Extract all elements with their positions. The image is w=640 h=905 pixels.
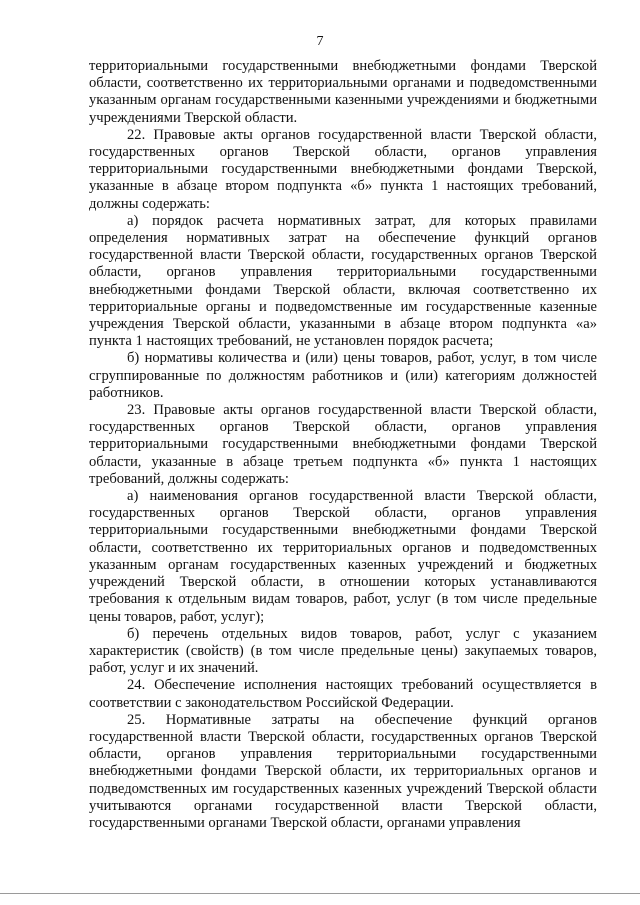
paragraph-continuation: территориальными государственными внебюджетными фондами Тверской области, соответственно их территориальными органами и подведомственными указанным органам государственными казенными учреждениями и бюджетными учреждениями Тверской области. (89, 58, 597, 126)
document-body (89, 58, 597, 832)
paragraph-23-b: б) перечень отдельных видов товаров, работ, услуг с указанием характеристик (свойств) (в том числе предельные цены) закупаемых товаров, работ, услуг и их значений. (89, 625, 597, 677)
paragraph-22-b: б) нормативы количества и (или) цены товаров, работ, услуг, в том числе сгруппированные по должностям работников и (или) категориям должностей работников. (89, 350, 597, 401)
paragraph-25: 25. Нормативные затраты на обеспечение функций органов государственной власти Тверской области, государственных органов Тверской области, органов управления территориальными государственными внебюджетными фондами Тверской области, их территориальных органов и подведомственных им государственных казенных учреждений Тверской области учитываются органами государственной власти Тверской области, государственными органами Тверской области, органами управления (89, 711, 597, 831)
paragraph-23: 23. Правовые акты органов государственной власти Тверской области, государственных органов Тверской области, органов управления территориальными государственными внебюджетными фондами Тверской области, указанные в абзаце третьем подпункта «б» пункта 1 настоящих требований, должны содержать: (89, 402, 597, 487)
paragraph-23-a: а) наименования органов государственной власти Тверской области, государственных органов Тверской области, органов управления территориальными государственными внебюджетными фондами Тверской области, соответственно их территориальных органов и подведомственных указанным органам государственных казенных учреждений и бюджетных учреждений Тверской области, в отношении которых устанавливаются требования к отдельным видам товаров, работ, услуг (в том числе предельные цены товаров, работ, услуг); (89, 488, 597, 625)
page-bottom-edge (0, 893, 640, 894)
paragraph-22-a: а) порядок расчета нормативных затрат, для которых правилами определения нормативных затрат на обеспечение функций органов государственной власти Тверской области, государственных органов Тверской области, органов управления территориальными государственными внебюджетными фондами Тверской области, включая соответственно их территориальные органы и подведомственные им государственные казенные учреждения Тверской области, указанными в абзаце втором подпункта «а» пункта 1 настоящих требований, не установлен порядок расчета; (89, 212, 597, 350)
paragraph-24: 24. Обеспечение исполнения настоящих требований осуществляется в соответствии с законодательством Российской Федерации. (89, 677, 597, 711)
paragraph-22: 22. Правовые акты органов государственной власти Тверской области, государственных органов Тверской области, органов управления территориальными государственными внебюджетными фондами Тверской, указанные в абзаце втором подпункта «б» пункта 1 настоящих требований, должны содержать: (89, 126, 597, 212)
page-number: 7 (316, 34, 324, 49)
